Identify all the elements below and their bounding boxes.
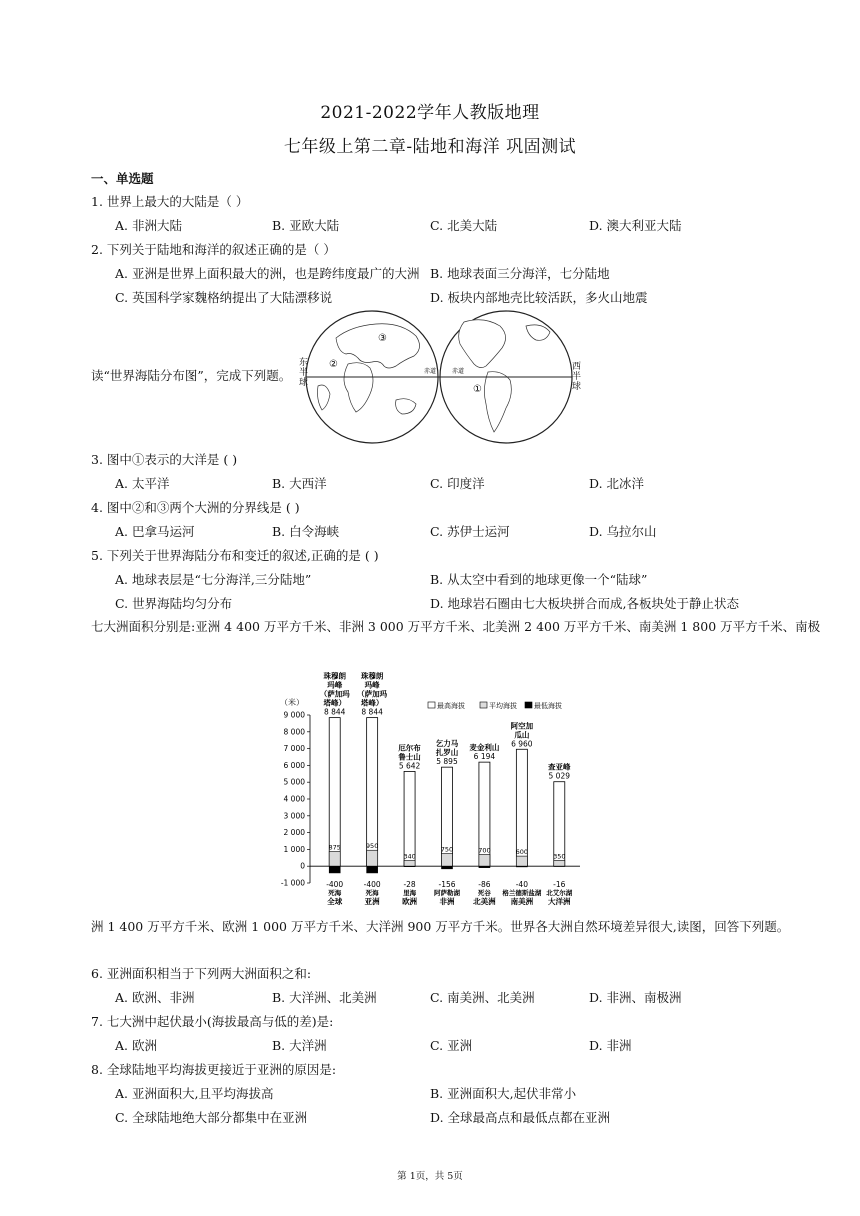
world-map-figure [296,308,584,446]
peak-name: 珠穆朗 [360,671,384,681]
equator-label-right: 赤道 [451,368,465,375]
legend-swatch-min [525,702,532,708]
low-point-name: 死谷 [477,889,491,897]
peak-name: 瓜山 [514,730,530,740]
question-1-option-a[interactable]: A. 非洲大陆 [115,218,182,233]
bar-min-5 [516,866,527,867]
question-6-option-b[interactable]: B. 大洋洲、北美洲 [272,990,377,1005]
question-5-option-c[interactable]: C. 世界海陆均匀分布 [115,596,233,611]
passage-line-2: 洲 1 400 万平方千米、欧洲 1 000 万平方千米、大洋洲 900 万平方千米。世界各大洲自然环境差异很大,读图，回答下列题。 [91,919,790,934]
peak-name: 麦金利山 [469,743,500,753]
min-value-label: -40 [515,880,528,889]
max-value-label: 8 844 [361,707,383,717]
low-point-name: 死海 [365,889,379,897]
question-5-option-b[interactable]: B. 从太空中看到的地球更像一个“陆球” [430,572,648,587]
altitude-bar-chart [268,655,592,910]
question-1-stem: 1. 世界上最大的大陆是（ ） [91,194,249,209]
question-4-option-b[interactable]: B. 白令海峡 [272,524,340,539]
question-8-option-b[interactable]: B. 亚洲面积大,起伏非常小 [430,1086,577,1101]
question-1-option-b[interactable]: B. 亚欧大陆 [272,218,340,233]
question-8-option-d[interactable]: D. 全球最高点和最低点都在亚洲 [430,1110,611,1125]
avg-value-label: 700 [478,846,491,855]
question-2-option-b[interactable]: B. 地球表面三分海洋，七分陆地 [430,266,610,281]
bar-min-3 [442,866,453,869]
legend-swatch-max [428,702,435,708]
question-7-stem: 7. 七大洲中起伏最小(海拔最高与低的差)是: [91,1014,334,1029]
question-7-option-d[interactable]: D. 非洲 [589,1038,632,1053]
equator-label-left: 赤道 [423,368,437,375]
legend-min: 最低海拔 [534,702,562,710]
peak-name: 厄尔布 [398,743,421,753]
max-value-label: 8 844 [323,707,346,717]
question-8-option-a[interactable]: A. 亚洲面积大,且平均海拔高 [115,1086,274,1101]
min-value-label: -86 [478,880,491,889]
bar-avg-2 [404,860,415,866]
bar-avg-5 [516,856,527,866]
question-1-option-d[interactable]: D. 澳大利亚大陆 [589,218,682,233]
question-2-option-d[interactable]: D. 板块内部地壳比较活跃，多火山地震 [430,290,648,305]
min-value-label: -156 [438,880,456,889]
y-tick-label: 5 000 [283,777,305,787]
bar-avg-3 [442,854,453,867]
low-point-name: 格兰德斯盐湖 [502,889,542,897]
page-footer: 第 1页，共 5页 [397,1171,463,1182]
peak-name: 查亚峰 [548,762,571,772]
peak-name: 乞力马 [435,739,459,749]
question-4-option-a[interactable]: A. 巴拿马运河 [115,524,195,539]
low-point-name: 北艾尔湖 [546,889,573,897]
question-6-option-c[interactable]: C. 南美洲、北美洲 [430,990,535,1005]
category-label: 南美洲 [510,897,534,906]
category-label: 大洋洲 [548,897,571,906]
map-marker-1: ① [473,384,482,395]
chart-ylabel: （米） [280,698,304,707]
min-value-label: -400 [326,880,344,889]
question-8-stem: 8. 全球陆地平均海拔更接近于亚洲的原因是: [91,1062,337,1077]
peak-name: （萨加玛 [357,689,388,699]
low-point-name: 里海 [403,889,417,897]
category-label: 欧洲 [402,897,418,906]
peak-name: 扎罗山 [435,748,459,758]
bar-avg-0 [329,852,340,867]
question-7-option-c[interactable]: C. 亚洲 [430,1038,473,1053]
avg-value-label: 350 [553,852,566,861]
y-tick-label: 3 000 [283,811,305,821]
max-value-label: 5 642 [398,761,421,771]
min-value-label: -28 [403,880,416,889]
question-6-option-a[interactable]: A. 欧洲、非洲 [115,990,195,1005]
peak-name: 玛峰 [364,680,380,690]
question-3-option-d[interactable]: D. 北冰洋 [589,476,645,491]
peak-name: 阿空加 [510,721,534,731]
paper-title-line1: 2021-2022学年人教版地理 [320,103,540,123]
map-marker-2: ② [329,359,338,370]
bar-min-1 [367,866,378,873]
question-2-option-c[interactable]: C. 英国科学家魏格纳提出了大陆漂移说 [115,290,333,305]
bar-avg-6 [554,860,565,866]
min-value-label: -400 [363,880,381,889]
avg-value-label: 600 [515,848,529,857]
question-7-option-b[interactable]: B. 大洋洲 [272,1038,327,1053]
low-point-name: 阿萨勒湖 [434,889,460,897]
question-3-option-c[interactable]: C. 印度洋 [430,476,485,491]
legend-avg: 平均海拔 [489,702,517,710]
peak-name: 塔峰） [360,698,384,708]
y-tick-label: 6 000 [283,760,305,770]
peak-name: 玛峰 [327,680,343,690]
section-heading: 一、单选题 [91,171,154,186]
peak-name: （萨加玛 [319,689,350,699]
category-label: 北美洲 [473,897,496,906]
question-3-option-a[interactable]: A. 太平洋 [115,476,170,491]
question-1-option-c[interactable]: C. 北美大陆 [430,218,498,233]
map-intro-text: 读“世界海陆分布图”，完成下列题。 [91,368,292,383]
max-value-label: 5 895 [436,757,458,767]
y-tick-label: 9 000 [283,710,305,720]
peak-name: 塔峰） [323,698,346,708]
question-7-option-a[interactable]: A. 欧洲 [115,1038,157,1053]
avg-value-label: 950 [365,842,379,851]
question-4-stem: 4. 图中②和③两个大洲的分界线是 ( ) [91,500,300,515]
peak-name: 鲁士山 [398,752,421,762]
y-tick-label: -1 000 [280,878,305,888]
question-2-option-a[interactable]: A. 亚洲是世界上面积最大的洲，也是跨纬度最广的大洲 [115,266,420,281]
passage-line-1: 七大洲面积分别是:亚洲 4 400 万平方千米、非洲 3 000 万平方千米、北美洲 2 400 万平方千米、南美洲 1 800 万平方千米、南极 [91,619,821,634]
east-hemisphere-label: 东 半 球 [299,358,309,388]
y-tick-label: 2 000 [283,828,305,838]
category-label: 非洲 [439,897,455,906]
map-marker-3: ③ [378,333,387,344]
bar-min-0 [329,866,340,873]
question-5-stem: 5. 下列关于世界海陆分布和变迁的叙述,正确的是 ( ) [91,548,379,563]
question-6-stem: 6. 亚洲面积相当于下列两大洲面积之和: [91,966,312,981]
avg-value-label: 750 [440,845,454,854]
question-5-option-a[interactable]: A. 地球表层是“七分海洋,三分陆地” [115,572,312,587]
y-tick-label: 4 000 [283,794,305,804]
y-tick-label: 1 000 [283,844,305,854]
question-3-option-b[interactable]: B. 大西洋 [272,476,327,491]
question-4-option-c[interactable]: C. 苏伊士运河 [430,524,510,539]
peak-name: 珠穆朗 [323,671,346,681]
bar-avg-1 [367,850,378,866]
legend-max: 最高海拔 [437,702,465,710]
question-3-stem: 3. 图中①表示的大洋是 ( ) [91,452,238,467]
category-label: 全球 [327,897,343,906]
paper-title-line2: 七年级上第二章-陆地和海洋 巩固测试 [283,137,577,157]
avg-value-label: 875 [328,843,341,852]
bar-min-4 [479,866,490,867]
min-value-label: -16 [553,880,566,889]
max-value-label: 6 960 [511,739,533,749]
y-tick-label: 7 000 [283,744,305,754]
low-point-name: 死海 [328,889,342,897]
west-hemisphere-label: 西 半 球 [572,362,582,392]
question-8-option-c[interactable]: C. 全球陆地绝大部分都集中在亚洲 [115,1110,308,1125]
y-tick-label: 0 [300,861,305,871]
category-label: 亚洲 [364,897,380,906]
question-5-option-d[interactable]: D. 地球岩石圈由七大板块拼合而成,各板块处于静止状态 [430,596,739,611]
max-value-label: 6 194 [473,752,496,762]
max-value-label: 5 029 [548,771,571,781]
question-4-option-d[interactable]: D. 乌拉尔山 [589,524,657,539]
bar-avg-4 [479,854,490,866]
question-2-stem: 2. 下列关于陆地和海洋的叙述正确的是（ ） [91,242,336,257]
legend-swatch-avg [480,702,487,708]
y-tick-label: 8 000 [283,727,305,737]
avg-value-label: 340 [403,852,416,861]
question-6-option-d[interactable]: D. 非洲、南极洲 [589,990,682,1005]
